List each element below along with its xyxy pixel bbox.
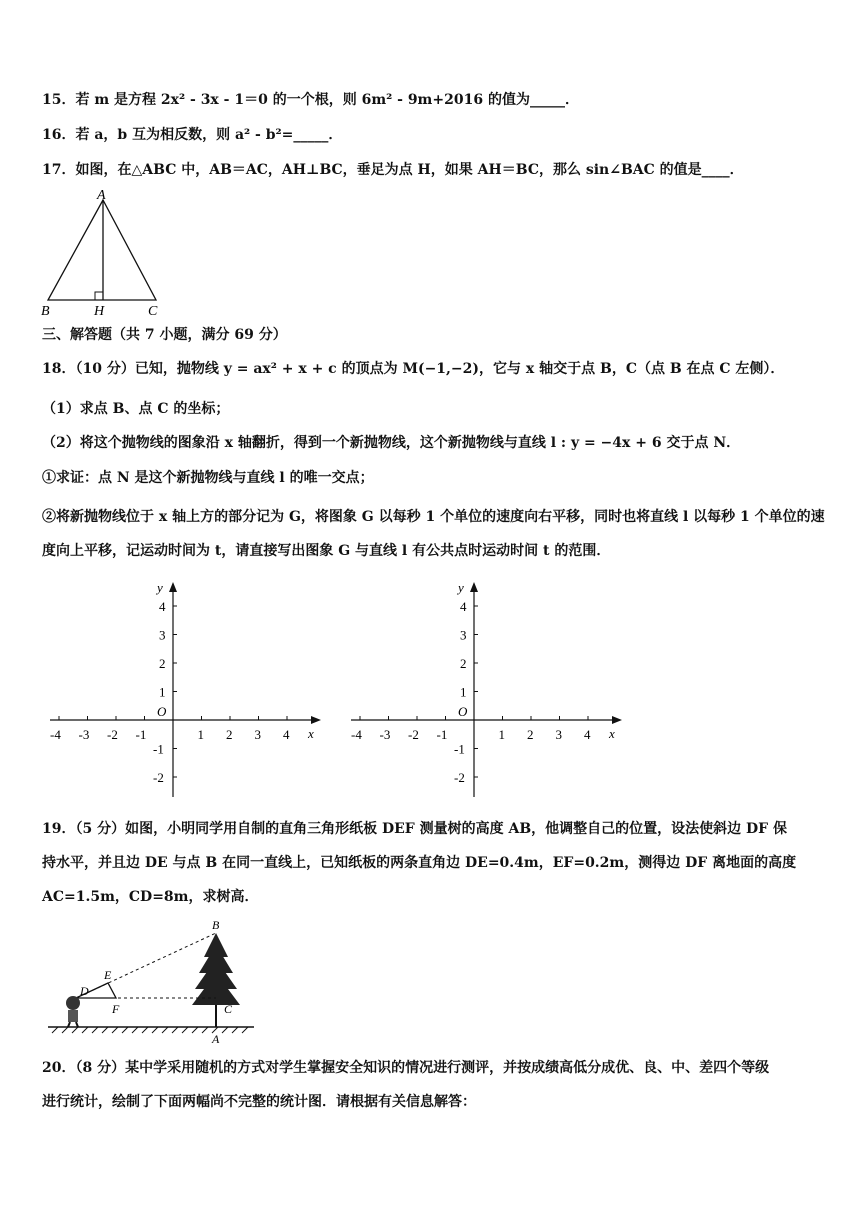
x-tick-label: -1	[135, 727, 147, 742]
x-tick-label: 4	[584, 727, 591, 742]
y-tick-label: 1	[159, 684, 166, 700]
x-axis-arrow-icon	[612, 716, 622, 724]
x-tick-label: 2	[527, 727, 534, 742]
x-tick-label: -2	[408, 727, 419, 742]
question-18-stem: 18．（10 分）已知，抛物线 y = ax² + x + c 的顶点为 M(−1,−2)，它与 x 轴交于点 B，C（点 B 在点 C 左侧）．	[42, 361, 785, 377]
y-tick-label: 2	[159, 656, 166, 671]
x-axis-arrow-icon	[311, 716, 321, 724]
label-b: B	[41, 304, 50, 318]
question-19-line2: 持水平，并且边 DE 与点 B 在同一直线上，已知纸板的两条直角边 DE=0.4m，EF=0.2m，测得边 DF 离地面的高度	[42, 855, 797, 871]
label-h: H	[94, 304, 105, 318]
x-tick-label: 2	[226, 727, 233, 742]
question-18-sub1: ①求证：点 N 是这个新抛物线与直线 l 的唯一交点；	[42, 470, 374, 486]
y-axis-label: y	[458, 580, 464, 595]
question-15: 15．若 m 是方程 2x² - 3x - 1＝0 的一个根，则 6m² - 9m+2016 的值为_____．	[42, 92, 579, 108]
tree-icon	[192, 933, 240, 1027]
triangle-abc	[48, 200, 156, 300]
y-tick-label: -1	[454, 741, 465, 757]
coordinate-axes-left	[45, 572, 335, 807]
x-tick-label: 3	[555, 727, 562, 742]
y-axis-label: y	[157, 580, 163, 595]
question-19-line1: 19．（5 分）如图，小明同学用自制的直角三角形纸板 DEF 测量树的高度 AB，他调整自己的位置，设法使斜边 DF 保	[42, 821, 787, 837]
x-tick-label: -1	[436, 727, 448, 742]
right-angle-mark	[95, 292, 103, 300]
question-19-line3: AC=1.5m，CD=8m，求树高．	[42, 889, 259, 905]
x-tick-label: 4	[283, 727, 290, 742]
person-icon	[66, 996, 80, 1027]
x-tick-label: -4	[50, 727, 61, 742]
label-f: F	[112, 1002, 120, 1016]
label-b: B	[212, 918, 220, 932]
x-tick-label: 3	[254, 727, 261, 742]
section-heading: 三、解答题（共 7 小题，满分 69 分）	[42, 327, 287, 343]
x-tick-label: -3	[379, 727, 391, 742]
tree-measurement-figure	[44, 915, 264, 1045]
y-tick-label: -2	[153, 770, 164, 785]
y-tick-label: -2	[454, 770, 465, 785]
triangle-figure	[38, 188, 168, 318]
label-a: A	[212, 1032, 220, 1045]
coordinate-axes-right	[346, 572, 636, 807]
question-18-part1: （1）求点 B、点 C 的坐标；	[42, 401, 230, 417]
question-20-line2: 进行统计，绘制了下面两幅尚不完整的统计图．请根据有关信息解答：	[42, 1094, 476, 1110]
question-18-sub2: ②将新抛物线位于 x 轴上方的部分记为 G，将图象 G 以每秒 1 个单位的速度向右平移，同时也将直线 l 以每秒 1 个单位的速度向上平移，记运动时间为 t，请直接写出图象 G 与直线 l 有公共点时运动时间 t 的范围．	[42, 509, 825, 559]
y-axis-arrow-icon	[470, 582, 478, 592]
x-axis-label: x	[609, 726, 615, 741]
x-tick-label: 1	[197, 727, 204, 742]
y-tick-label: 3	[159, 627, 166, 643]
label-e: E	[104, 968, 112, 982]
label-d: D	[80, 984, 89, 998]
question-17: 17．如图，在△ABC 中，AB＝AC，AH⊥BC，垂足为点 H，如果 AH＝BC，那么 sin∠BAC 的值是____．	[42, 162, 744, 178]
label-c: C	[148, 304, 158, 318]
label-c: C	[224, 1002, 233, 1016]
origin-label: O	[157, 704, 167, 719]
y-tick-label: 1	[460, 684, 467, 700]
y-tick-label: 4	[159, 599, 166, 614]
x-tick-label: 1	[498, 727, 505, 742]
x-tick-label: -4	[351, 727, 362, 742]
origin-label: O	[458, 704, 468, 719]
y-tick-label: -1	[153, 741, 164, 757]
y-tick-label: 2	[460, 656, 467, 671]
x-tick-label: -3	[78, 727, 90, 742]
y-axis-arrow-icon	[169, 582, 177, 592]
x-tick-label: -2	[107, 727, 118, 742]
question-20-line1: 20．（8 分）某中学采用随机的方式对学生掌握安全知识的情况进行测评，并按成绩高低分成优、良、中、差四个等级	[42, 1060, 770, 1076]
question-18-part2: （2）将这个抛物线的图象沿 x 轴翻折，得到一个新抛物线，这个新抛物线与直线 l : y = −4x + 6 交于点 N．	[42, 435, 741, 451]
label-a: A	[97, 188, 106, 203]
y-tick-label: 4	[460, 599, 467, 614]
question-16: 16．若 a，b 互为相反数，则 a² - b²=_____．	[42, 127, 343, 143]
y-tick-label: 3	[460, 627, 467, 643]
x-axis-label: x	[308, 726, 314, 741]
